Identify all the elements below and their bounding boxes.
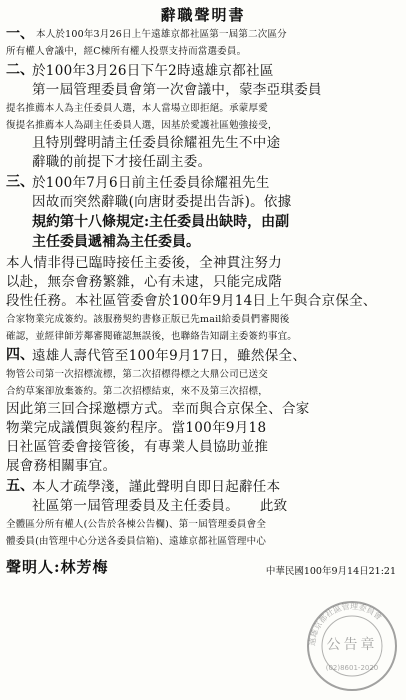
text-line: 體委員(由管理中心分送各委員信箱)、遠雄京都社區管理中心 (6, 536, 267, 547)
text-line: 物業完成議價與簽約程序。當100年9月18 (6, 420, 267, 436)
text-line: 辭職的前提下才接任副主委。 (32, 154, 212, 170)
text-line: 合家物業完成簽約。該服務契約書修正版已先mail給委員們審閱後 (6, 314, 290, 325)
text-line: 段性任務。本社區管委會於100年9月14日上午與合京保全、 (6, 293, 377, 309)
section-5 (6, 478, 400, 497)
text-line: 確認，並經律師芳鄰審閱確認無誤後，也聯絡告知副主委簽約事宜。 (6, 331, 298, 342)
text-line: 復提名推薦本人為副主任委員人選，因基於愛護社區勉強接受， (6, 120, 278, 131)
paragraph-interim (6, 254, 400, 345)
signature-row (6, 556, 396, 577)
text-line: 且特別聲明請主任委員徐耀祖先生不中途 (32, 135, 281, 151)
text-line: 所有權人會議中，經C棟所有權人投票支持而當選委員。 (6, 46, 247, 57)
text-line: 全體區分所有權人(公告於各棟公告欄)、第一屆管理委員會全 (6, 519, 267, 530)
official-seal (306, 600, 398, 692)
text-line: 因此第三回合採邀標方式。幸而與合京保全、合家 (6, 401, 310, 417)
signed-date: 中華民國100年9月14日21:21 (265, 566, 396, 577)
text-line: 合約草案卻放棄簽約。第二次招標結束，來不及第三次招標， (6, 386, 268, 397)
text-line: 第一屆管理委員會第一次會議中，蒙李亞琪委員 (32, 82, 322, 98)
text-line: 以赴，無奈會務繁雜，心有未逮，只能完成階 (6, 274, 282, 290)
text-line: 本人才疏學淺，謹此聲明自即日起辭任本 (32, 479, 281, 495)
section-2 (6, 62, 400, 81)
section-number: 五、 (6, 478, 34, 494)
text-line: 因故而突然辭職(向唐財委提出告訴)。依據 (32, 194, 292, 210)
svg-text:遠雄京都社區管理委員會: 遠雄京都社區管理委員會 (307, 601, 384, 647)
text-line: 提名推薦本人為主任委員人選，本人當場立即拒絕。承蒙厚愛 (6, 103, 268, 114)
section-number: 四、 (6, 347, 34, 363)
text-line: 本人情非得已臨時接任主委後，全神貫注努力 (6, 255, 282, 271)
document-title: 辭職聲明書 (160, 6, 246, 24)
text-line: 日社區管委會接管後，有專業人員協助並推 (6, 439, 269, 455)
text-line: 物管公司第一次招標流標，第二次招標得標之大鼎公司已送交 (6, 369, 268, 380)
section-number: 三、 (6, 174, 34, 190)
bylaw-clause-line: 主任委員遞補為主任委員。 (32, 234, 200, 250)
text-line: 遠雄人壽代管至100年9月17日，雖然保全、 (32, 348, 307, 364)
section-number: 二、 (6, 62, 34, 78)
svg-text:(02)8601-2020: (02)8601-2020 (325, 664, 379, 672)
text-line: 展會務相關事宜。 (6, 458, 117, 474)
text-line: 於100年3月26日下午2時遠雄京都社區 (32, 63, 274, 79)
seal-label: 公告章 (326, 637, 378, 653)
section-number: 一、 (6, 26, 34, 42)
document (6, 0, 400, 700)
signatory: 聲明人:林芳梅 (6, 558, 109, 576)
section-1 (6, 26, 400, 43)
section-4 (6, 347, 400, 366)
text-line: 於100年7月6日前主任委員徐耀祖先生 (32, 175, 270, 191)
section-3 (6, 174, 400, 193)
bylaw-clause-line: 規約第十八條規定:主任委員出缺時，由副 (32, 214, 290, 230)
text-line: 本人於100年3月26日上午遠雄京都社區第一屆第二次區分 (36, 29, 287, 40)
text-line: 社區第一屆管理委員及主任委員。 此致 (32, 498, 288, 514)
